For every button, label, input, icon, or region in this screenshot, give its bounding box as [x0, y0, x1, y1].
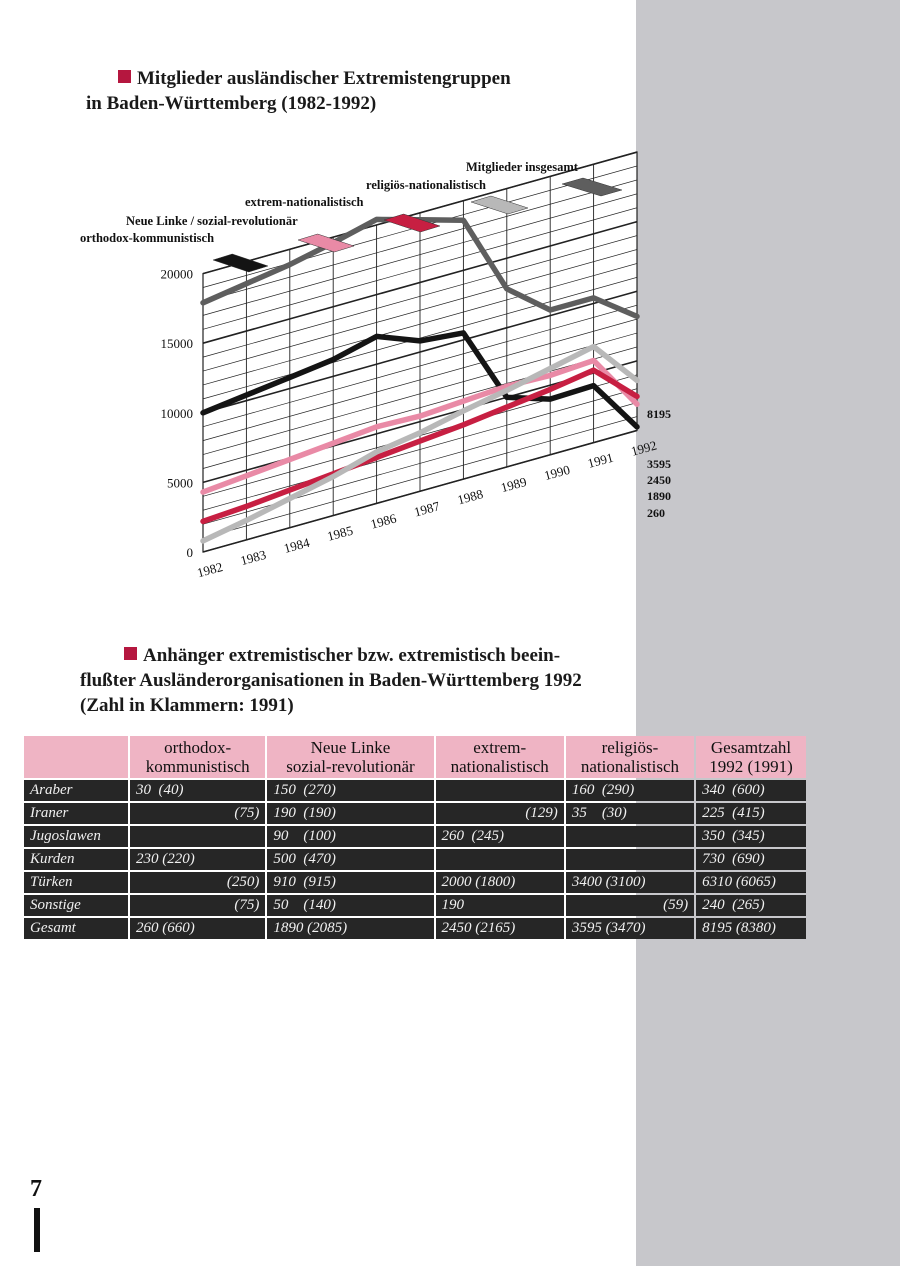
y-tick-label: 5000 — [167, 475, 193, 491]
table-cell: (59) — [566, 895, 694, 916]
table-row — [24, 826, 806, 847]
table-heading — [80, 643, 620, 718]
table-row — [24, 803, 806, 824]
square-bullet-icon — [124, 647, 137, 660]
legend-label: extrem-nationalistisch — [245, 195, 364, 209]
table-cell: 230 (220) — [130, 849, 265, 870]
page-number: 7 — [30, 1176, 42, 1202]
x-tick-label: 1988 — [455, 486, 485, 508]
table-cell: 730 (690) — [696, 849, 806, 870]
table-corner — [24, 736, 128, 778]
table-cell: (250) — [130, 872, 265, 893]
table-cell — [436, 780, 564, 801]
x-tick-label: 1985 — [325, 522, 355, 544]
table-cell: 260 (660) — [130, 918, 265, 939]
page-marker-bar — [34, 1208, 40, 1252]
x-tick-label: 1986 — [368, 510, 398, 532]
table-cell: 910 (915) — [267, 872, 433, 893]
end-value-label: 3595 — [647, 457, 671, 471]
x-tick-label: 1987 — [412, 498, 442, 520]
table-cell: (129) — [436, 803, 564, 824]
end-value-label: 260 — [647, 506, 665, 520]
row-label: Araber — [24, 780, 128, 801]
x-tick-label: 1983 — [238, 546, 268, 569]
row-label: Gesamt — [24, 918, 128, 939]
y-tick-label: 20000 — [160, 266, 193, 282]
table-cell: 160 (290) — [566, 780, 694, 801]
square-bullet-icon — [118, 70, 131, 83]
table-title-line1: Anhänger extremistischer bzw. extremistisch beein- — [143, 645, 561, 666]
table-cell: 3595 (3470) — [566, 918, 694, 939]
legend-label: orthodox-kommunistisch — [80, 231, 215, 245]
table-cell: 350 (345) — [696, 826, 806, 847]
row-label: Iraner — [24, 803, 128, 824]
row-label: Sonstige — [24, 895, 128, 916]
organizations-table — [22, 734, 808, 941]
table-cell: 6310 (6065) — [696, 872, 806, 893]
y-tick-label: 15000 — [160, 336, 193, 352]
table-row — [24, 849, 806, 870]
column-header: orthodox- kommunistisch — [130, 736, 265, 778]
table-cell: 2450 (2165) — [436, 918, 564, 939]
table-header-row — [24, 736, 806, 778]
y-tick-label: 10000 — [160, 405, 193, 421]
row-label: Kurden — [24, 849, 128, 870]
table-title-line3: (Zahl in Klammern: 1991) — [80, 695, 294, 716]
x-tick-label: 1991 — [585, 449, 615, 471]
end-value-label: 2450 — [647, 473, 671, 487]
x-tick-label: 1990 — [542, 461, 572, 484]
table-row — [24, 918, 806, 939]
table-cell — [436, 849, 564, 870]
table-cell: 35 (30) — [566, 803, 694, 824]
table-cell: 260 (245) — [436, 826, 564, 847]
legend-label: religiös-nationalistisch — [366, 178, 486, 192]
chart-heading — [86, 66, 598, 116]
table-cell: 90 (100) — [267, 826, 433, 847]
column-header: Gesamtzahl 1992 (1991) — [696, 736, 806, 778]
x-tick-label: 1982 — [195, 559, 225, 581]
table-row — [24, 780, 806, 801]
table-cell: (75) — [130, 895, 265, 916]
end-value-label: 1890 — [647, 489, 671, 503]
table-cell: 500 (470) — [267, 849, 433, 870]
x-tick-label: 1984 — [282, 534, 312, 556]
table-cell: 8195 (8380) — [696, 918, 806, 939]
table-cell: (75) — [130, 803, 265, 824]
chart-title-line1: Mitglieder ausländischer Extremistengruppen — [137, 68, 511, 89]
table-title-line2: flußter Ausländerorganisationen in Baden-Württemberg 1992 — [80, 670, 582, 691]
x-tick-label: 1992 — [629, 437, 659, 459]
table-cell: 2000 (1800) — [436, 872, 564, 893]
column-header: religiös- nationalistisch — [566, 736, 694, 778]
table-cell — [130, 826, 265, 847]
legend-label: Neue Linke / sozial-revolutionär — [126, 214, 298, 228]
table-cell: 1890 (2085) — [267, 918, 433, 939]
table-cell: 30 (40) — [130, 780, 265, 801]
table-cell: 340 (600) — [696, 780, 806, 801]
table-cell — [566, 849, 694, 870]
table-cell: 190 (190) — [267, 803, 433, 824]
table-cell: 240 (265) — [696, 895, 806, 916]
row-label: Jugoslawen — [24, 826, 128, 847]
table-cell — [566, 826, 694, 847]
column-header: Neue Linke sozial-revolutionär — [267, 736, 433, 778]
table-row — [24, 872, 806, 893]
line-chart — [0, 150, 720, 590]
chart-title-line2: in Baden-Württemberg (1982-1992) — [86, 93, 377, 114]
legend-label: Mitglieder insgesamt — [466, 160, 578, 174]
column-header: extrem- nationalistisch — [436, 736, 564, 778]
table-cell: 150 (270) — [267, 780, 433, 801]
row-label: Türken — [24, 872, 128, 893]
table-cell: 190 — [436, 895, 564, 916]
table-cell: 225 (415) — [696, 803, 806, 824]
table-row — [24, 895, 806, 916]
table-cell: 3400 (3100) — [566, 872, 694, 893]
end-value-label: 8195 — [647, 407, 671, 421]
x-tick-label: 1989 — [499, 473, 529, 496]
table-cell: 50 (140) — [267, 895, 433, 916]
y-tick-label: 0 — [186, 545, 193, 560]
